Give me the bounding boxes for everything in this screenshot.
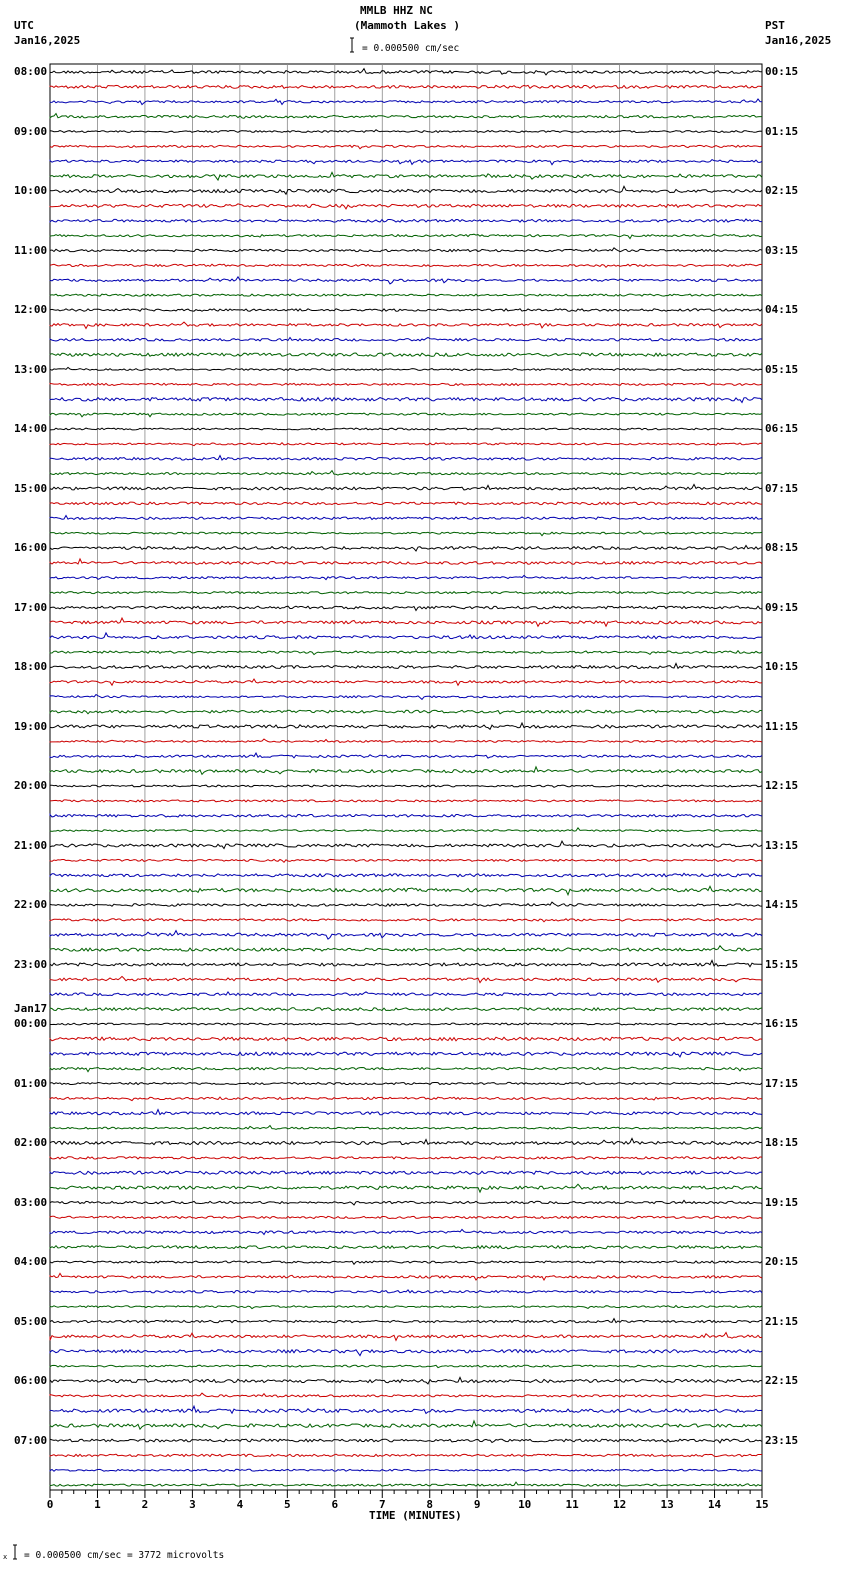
x-tick-label: 6 — [331, 1498, 339, 1511]
x-axis-label: TIME (MINUTES) — [369, 1509, 462, 1522]
trace-89 — [50, 1393, 762, 1397]
trace-6 — [50, 160, 762, 165]
trace-44 — [50, 723, 762, 729]
trace-46 — [50, 753, 762, 758]
trace-71 — [50, 1126, 762, 1130]
station-code: MMLB HHZ NC — [360, 4, 433, 17]
right-hour-label: 08:15 — [765, 541, 799, 554]
trace-84 — [50, 1319, 762, 1323]
left-hour-label: 09:00 — [14, 124, 48, 138]
trace-18 — [50, 338, 762, 342]
x-tick-label: 14 — [707, 1498, 722, 1511]
x-tick-label: 2 — [141, 1498, 149, 1511]
trace-25 — [50, 443, 762, 446]
right-hour-label: 02:15 — [765, 184, 799, 197]
right-hour-label: 03:15 — [765, 243, 799, 257]
right-hour-label: 01:15 — [765, 124, 799, 138]
trace-47 — [50, 767, 762, 775]
trace-53 — [50, 859, 762, 862]
x-tick-label: 15 — [755, 1498, 769, 1511]
left-date: Jan16,2025 — [14, 34, 81, 47]
trace-87 — [50, 1365, 762, 1367]
trace-57 — [50, 919, 762, 922]
trace-58 — [50, 931, 762, 940]
trace-11 — [50, 234, 762, 238]
trace-59 — [50, 946, 762, 951]
trace-69 — [50, 1097, 762, 1101]
trace-55 — [50, 886, 762, 895]
trace-76 — [50, 1200, 762, 1205]
trace-81 — [50, 1273, 762, 1280]
left-hour-label: 11:00 — [14, 243, 48, 257]
left-timezone: UTC — [14, 19, 34, 32]
trace-7 — [50, 172, 762, 180]
trace-10 — [50, 219, 762, 222]
trace-31 — [50, 531, 762, 536]
left-hour-label: 04:00 — [14, 1255, 48, 1268]
trace-8 — [50, 186, 762, 194]
trace-80 — [50, 1261, 762, 1264]
trace-63 — [50, 1008, 762, 1011]
trace-61 — [50, 976, 762, 982]
trace-5 — [50, 145, 762, 149]
trace-86 — [50, 1350, 762, 1356]
left-hour-label: 12:00 — [14, 303, 48, 316]
right-hour-label: 15:15 — [765, 957, 799, 971]
trace-20 — [50, 367, 762, 370]
trace-33 — [50, 559, 762, 564]
trace-12 — [50, 248, 762, 252]
trace-41 — [50, 679, 762, 685]
trace-29 — [50, 502, 762, 505]
x-tick-label: 0 — [46, 1498, 54, 1511]
trace-13 — [50, 264, 762, 267]
left-hour-label: 16:00 — [14, 541, 48, 554]
right-hour-label: 19:15 — [765, 1195, 799, 1209]
trace-21 — [50, 383, 762, 385]
left-hour-label: 17:00 — [14, 600, 48, 614]
x-tick-label: 13 — [660, 1498, 674, 1511]
left-hour-label: 21:00 — [14, 838, 48, 852]
trace-60 — [50, 960, 762, 966]
date-change-label: Jan17 — [14, 1002, 48, 1015]
trace-34 — [50, 575, 762, 579]
trace-95 — [50, 1482, 762, 1486]
right-hour-label: 10:15 — [765, 660, 799, 673]
trace-92 — [50, 1439, 762, 1443]
trace-48 — [50, 785, 762, 787]
left-hour-label: 19:00 — [14, 719, 48, 733]
trace-42 — [50, 695, 762, 700]
left-hour-label: 22:00 — [14, 898, 48, 911]
x-tick-label: 11 — [565, 1498, 579, 1511]
trace-32 — [50, 546, 762, 552]
trace-23 — [50, 413, 762, 417]
trace-24 — [50, 428, 762, 430]
left-hour-label: 13:00 — [14, 362, 48, 376]
left-hour-label: 01:00 — [14, 1076, 48, 1090]
trace-56 — [50, 902, 762, 906]
trace-16 — [50, 309, 762, 311]
footer-scale-bar-icon — [13, 1545, 17, 1559]
x-tick-label: 8 — [426, 1498, 434, 1511]
left-hour-label: 15:00 — [14, 481, 48, 495]
trace-54 — [50, 873, 762, 876]
x-tick-label: 10 — [518, 1498, 532, 1511]
trace-93 — [50, 1454, 762, 1456]
left-hour-label: 20:00 — [14, 779, 48, 792]
trace-0 — [50, 69, 762, 75]
trace-52 — [50, 841, 762, 848]
x-tick-label: 7 — [378, 1498, 386, 1511]
trace-62 — [50, 992, 762, 996]
trace-14 — [50, 277, 762, 284]
right-hour-label: 05:15 — [765, 362, 799, 376]
trace-77 — [50, 1216, 762, 1218]
trace-78 — [50, 1229, 762, 1234]
trace-39 — [50, 651, 762, 655]
trace-94 — [50, 1469, 762, 1471]
trace-1 — [50, 85, 762, 88]
trace-4 — [50, 130, 762, 133]
right-hour-label: 13:15 — [765, 838, 799, 852]
right-hour-label: 21:15 — [765, 1314, 799, 1328]
station-location: (Mammoth Lakes ) — [354, 19, 460, 32]
trace-88 — [50, 1377, 762, 1384]
seismic-traces — [50, 69, 762, 1487]
x-tick-label: 3 — [189, 1498, 196, 1511]
left-hour-label: 06:00 — [14, 1374, 48, 1387]
trace-73 — [50, 1157, 762, 1159]
left-hour-label: 23:00 — [14, 957, 48, 971]
left-hour-label: 05:00 — [14, 1314, 48, 1328]
trace-17 — [50, 322, 762, 328]
right-hour-label: 16:15 — [765, 1017, 799, 1030]
left-hour-label: 14:00 — [14, 422, 48, 435]
trace-67 — [50, 1067, 762, 1072]
trace-85 — [50, 1333, 762, 1341]
trace-70 — [50, 1110, 762, 1115]
trace-79 — [50, 1246, 762, 1249]
right-hour-label: 17:15 — [765, 1076, 799, 1090]
x-tick-label: 12 — [613, 1498, 627, 1511]
right-hour-label: 07:15 — [765, 481, 799, 495]
right-timezone: PST — [765, 19, 785, 32]
left-hour-label: 03:00 — [14, 1195, 48, 1209]
right-hour-label: 14:15 — [765, 898, 799, 911]
trace-83 — [50, 1306, 762, 1309]
trace-15 — [50, 294, 762, 296]
trace-65 — [50, 1037, 762, 1041]
trace-9 — [50, 204, 762, 209]
trace-64 — [50, 1023, 762, 1025]
trace-40 — [50, 663, 762, 668]
time-axis — [50, 1490, 762, 1498]
x-tick-label: 4 — [236, 1498, 244, 1511]
right-hour-label: 12:15 — [765, 779, 799, 792]
right-hour-label: 00:15 — [765, 65, 799, 78]
left-hour-label: 07:00 — [14, 1433, 48, 1447]
left-hour-label: 08:00 — [14, 65, 48, 78]
trace-66 — [50, 1052, 762, 1057]
right-hour-label: 23:15 — [765, 1433, 799, 1447]
x-tick-label: 9 — [473, 1498, 481, 1511]
trace-22 — [50, 398, 762, 403]
right-date: Jan16,2025 — [765, 34, 832, 47]
trace-26 — [50, 456, 762, 461]
trace-74 — [50, 1171, 762, 1174]
left-hour-label: 00:00 — [14, 1017, 48, 1030]
x-tick-label: 5 — [284, 1498, 291, 1511]
trace-90 — [50, 1406, 762, 1413]
trace-91 — [50, 1421, 762, 1429]
left-hour-label: 10:00 — [14, 184, 48, 197]
trace-19 — [50, 353, 762, 356]
trace-3 — [50, 114, 762, 119]
scale-bar-icon — [350, 38, 354, 52]
right-hour-label: 20:15 — [765, 1255, 799, 1268]
trace-50 — [50, 815, 762, 818]
scale-label: = 0.000500 cm/sec — [362, 43, 460, 54]
right-hour-label: 06:15 — [765, 422, 799, 435]
right-hour-label: 09:15 — [765, 600, 799, 614]
trace-2 — [50, 99, 762, 105]
trace-49 — [50, 800, 762, 802]
trace-35 — [50, 592, 762, 594]
trace-45 — [50, 739, 762, 743]
trace-68 — [50, 1082, 762, 1084]
trace-27 — [50, 471, 762, 476]
right-hour-label: 18:15 — [765, 1136, 799, 1149]
trace-30 — [50, 516, 762, 520]
right-hour-label: 11:15 — [765, 719, 799, 733]
right-hour-label: 04:15 — [765, 303, 799, 316]
trace-37 — [50, 618, 762, 626]
trace-43 — [50, 710, 762, 714]
trace-36 — [50, 606, 762, 610]
trace-38 — [50, 633, 762, 639]
scale-bars — [3, 38, 354, 1561]
footer-scale-mark: x — [3, 1553, 8, 1561]
left-hour-label: 02:00 — [14, 1136, 48, 1149]
trace-28 — [50, 484, 762, 490]
trace-51 — [50, 828, 762, 832]
trace-82 — [50, 1290, 762, 1293]
footer-scale-note: = 0.000500 cm/sec = 3772 microvolts — [24, 1550, 225, 1561]
left-hour-label: 18:00 — [14, 660, 48, 673]
trace-72 — [50, 1138, 762, 1144]
right-hour-label: 22:15 — [765, 1374, 799, 1387]
x-tick-label: 1 — [94, 1498, 101, 1511]
trace-75 — [50, 1184, 762, 1192]
